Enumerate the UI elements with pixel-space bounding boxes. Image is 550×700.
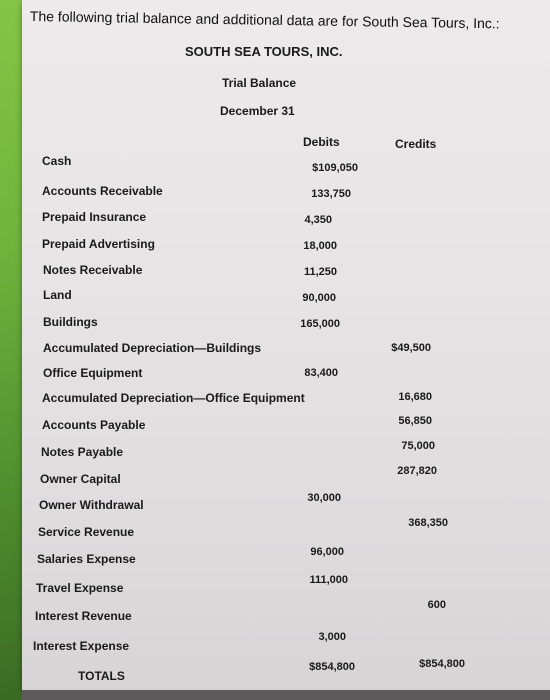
credit-amount: $49,500 bbox=[391, 342, 431, 354]
account-name: Interest Expense bbox=[33, 639, 130, 653]
debit-amount: $854,800 bbox=[309, 661, 355, 673]
background-edge bbox=[0, 0, 22, 700]
account-name: Notes Payable bbox=[41, 445, 124, 459]
account-name: Buildings bbox=[43, 315, 98, 329]
credit-amount: 16,680 bbox=[398, 391, 432, 403]
debit-amount: 30,000 bbox=[307, 492, 341, 504]
debit-amount: 4,350 bbox=[304, 214, 332, 226]
account-name: Owner Withdrawal bbox=[39, 498, 144, 512]
debit-amount: 90,000 bbox=[302, 292, 336, 304]
credits-header: Credits bbox=[395, 137, 437, 151]
account-name: Accumulated Depreciation—Buildings bbox=[43, 341, 262, 355]
page-shadow bbox=[22, 690, 550, 700]
report-date: December 31 bbox=[220, 104, 295, 118]
account-name: Salaries Expense bbox=[37, 552, 136, 566]
account-name: Notes Receivable bbox=[43, 263, 143, 277]
debit-amount: $109,050 bbox=[312, 162, 358, 174]
account-name: TOTALS bbox=[78, 669, 125, 683]
credit-amount: 600 bbox=[427, 599, 446, 611]
credit-amount: 75,000 bbox=[401, 440, 435, 452]
debit-amount: 11,250 bbox=[303, 266, 337, 278]
account-name: Office Equipment bbox=[43, 366, 143, 380]
debit-amount: 18,000 bbox=[303, 240, 337, 252]
debits-header: Debits bbox=[303, 135, 340, 149]
credit-amount: 368,350 bbox=[408, 517, 448, 529]
debit-amount: 165,000 bbox=[300, 318, 340, 330]
intro-text: The following trial balance and additional data are for South Sea Tours, Inc.: bbox=[29, 8, 500, 32]
debit-amount: 83,400 bbox=[304, 367, 338, 379]
account-name: Service Revenue bbox=[38, 525, 135, 539]
account-name: Prepaid Insurance bbox=[42, 210, 147, 224]
credit-amount: 287,820 bbox=[397, 465, 437, 477]
credit-amount: 56,850 bbox=[398, 415, 432, 427]
debit-amount: 133,750 bbox=[311, 188, 351, 200]
debit-amount: 3,000 bbox=[318, 631, 346, 643]
account-name: Land bbox=[43, 288, 72, 302]
credit-amount: $854,800 bbox=[419, 658, 465, 670]
account-name: Owner Capital bbox=[40, 472, 121, 486]
account-name: Accounts Receivable bbox=[42, 184, 163, 198]
account-name: Accounts Payable bbox=[42, 418, 146, 432]
account-name: Interest Revenue bbox=[35, 609, 132, 623]
report-title: Trial Balance bbox=[222, 76, 297, 90]
account-name: Prepaid Advertising bbox=[42, 237, 155, 251]
account-name: Accumulated Depreciation—Office Equipment bbox=[42, 391, 305, 405]
account-name: Cash bbox=[42, 154, 72, 168]
debit-amount: 111,000 bbox=[309, 574, 348, 586]
account-name: Travel Expense bbox=[36, 581, 124, 595]
company-name: SOUTH SEA TOURS, INC. bbox=[185, 44, 343, 59]
debit-amount: 96,000 bbox=[310, 546, 344, 558]
